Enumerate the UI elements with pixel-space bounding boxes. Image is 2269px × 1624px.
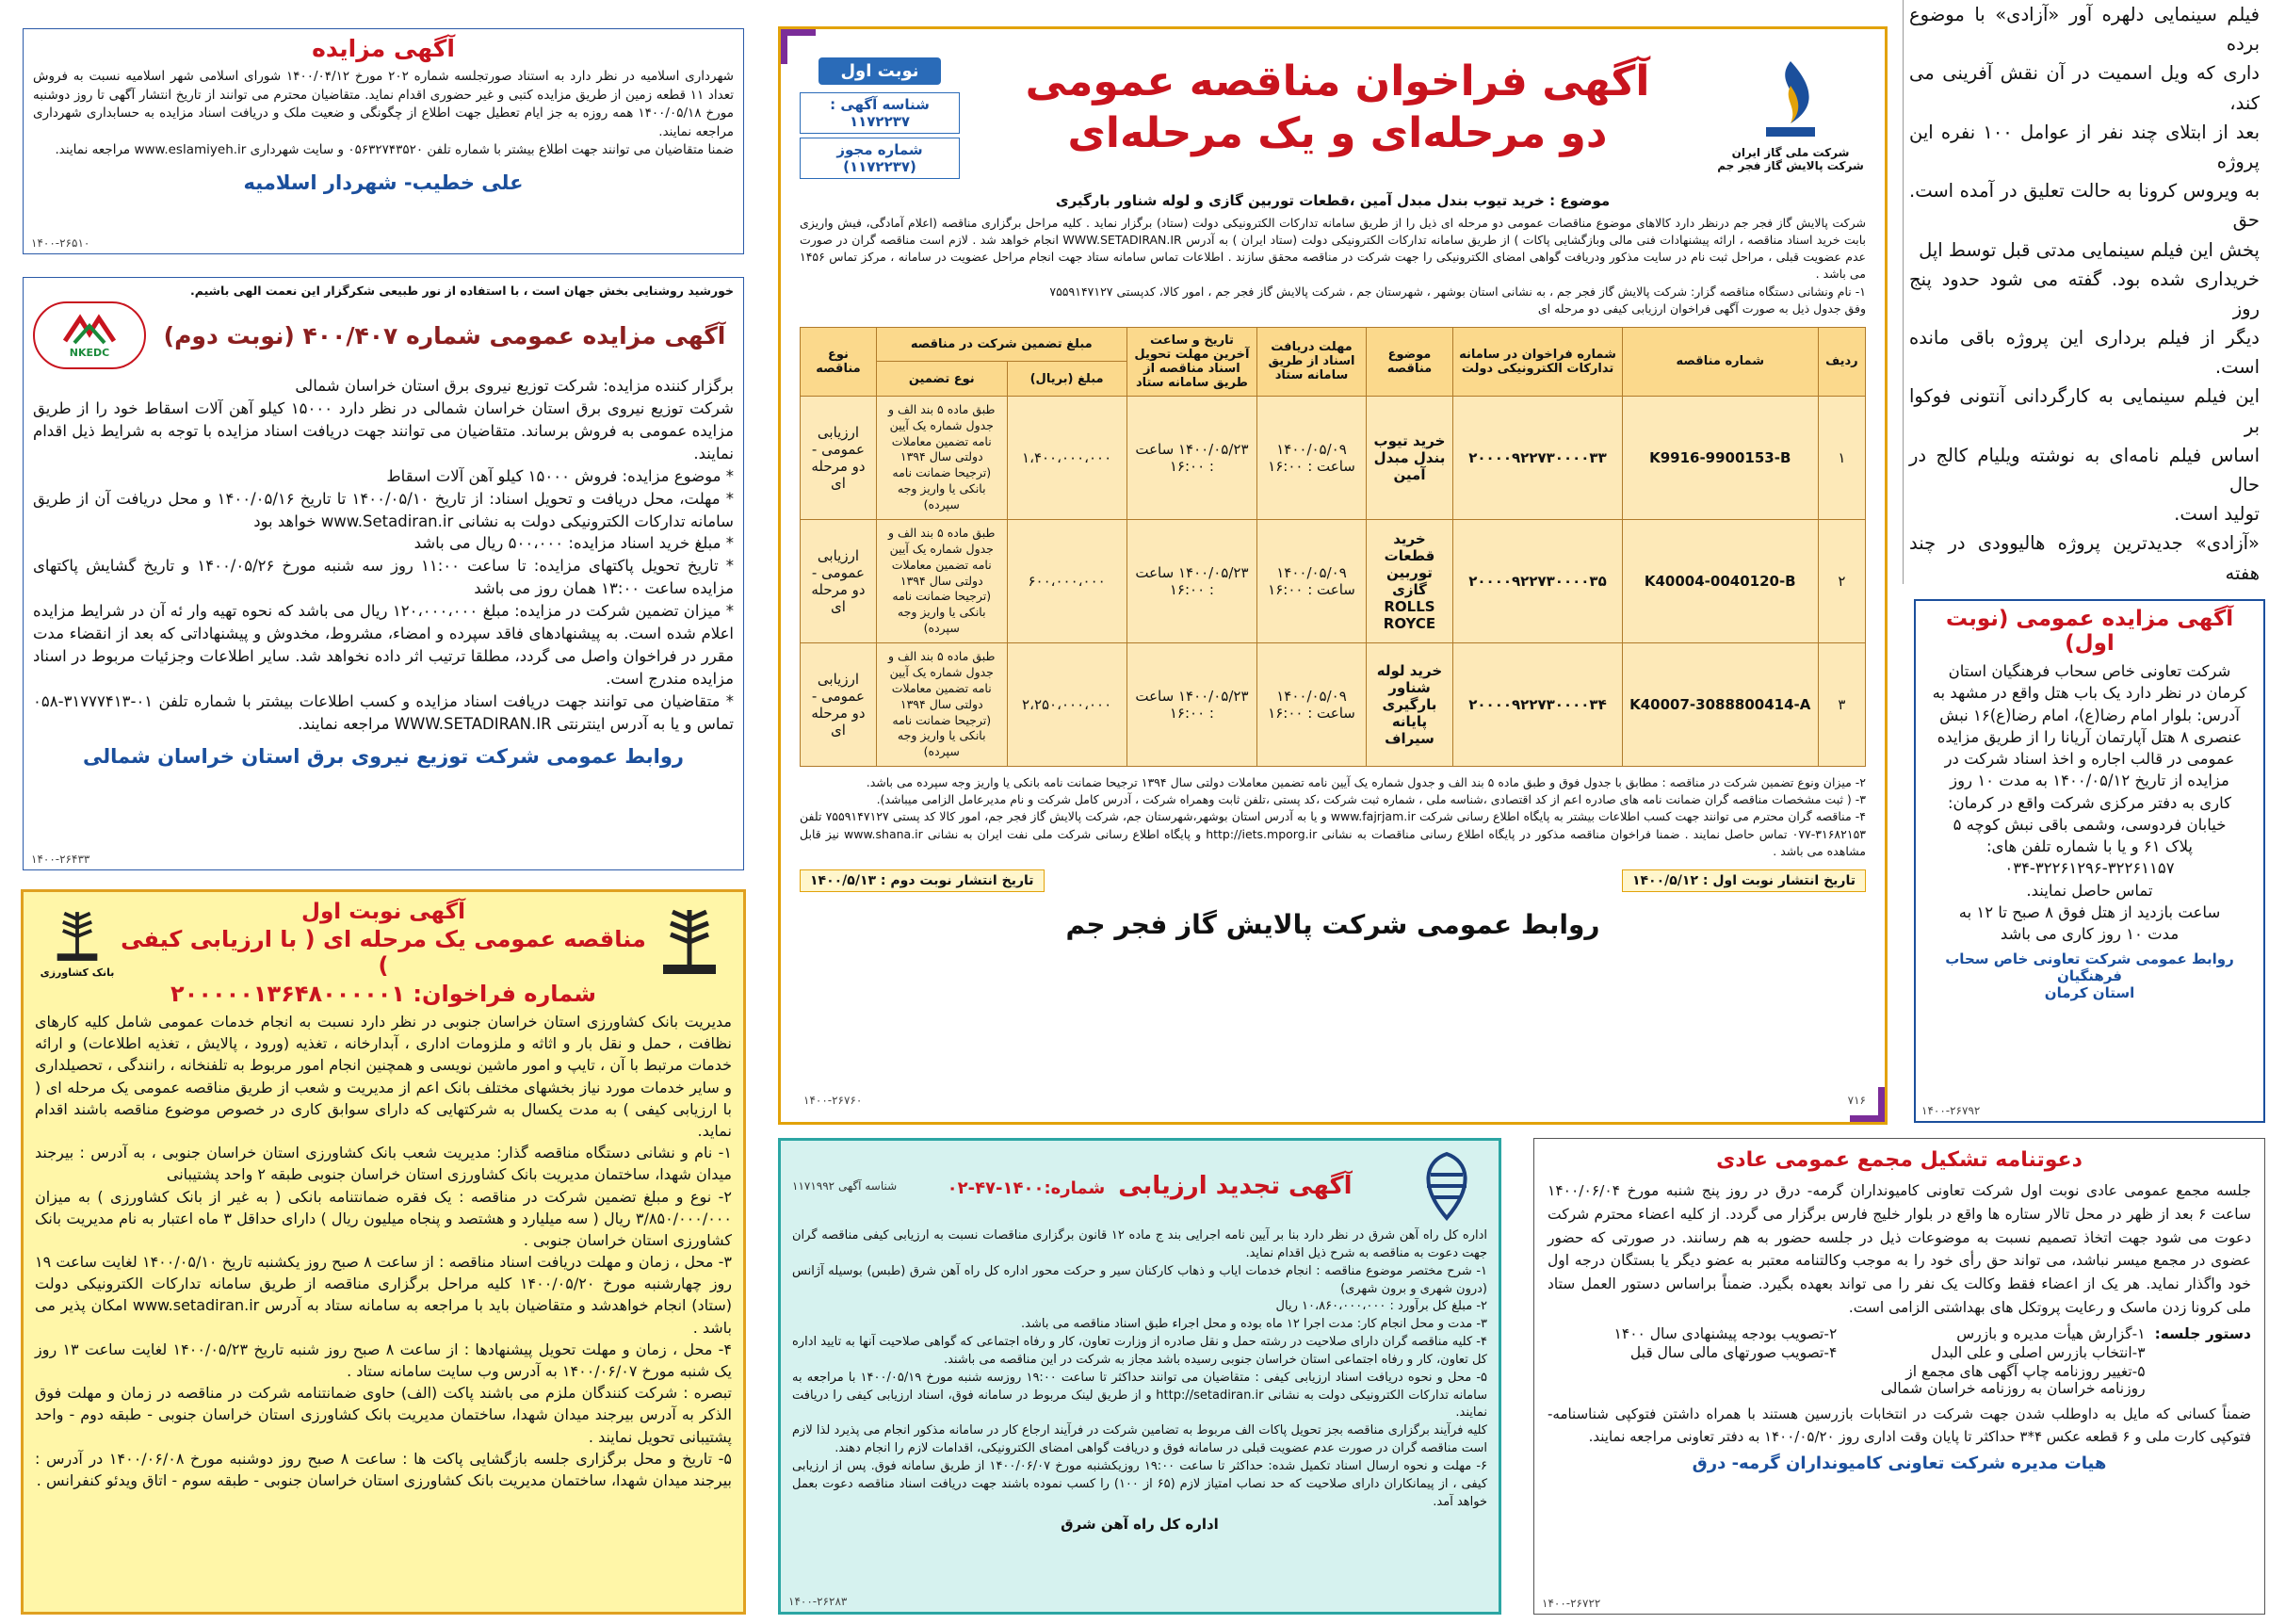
ad-body [792, 1227, 1487, 1512]
ad-paragraph: * مهلت، محل دریافت و تحویل اسناد: از تاریخ ۱۴۰۰/۰۵/۱۰ تا تاریخ ۱۴۰۰/۰۵/۱۶ و محل دریافت آن از طریق سامانه تدارکات الکترونیکی دولت به نشانی www.Setadiran.ir خواهد بود [33, 489, 734, 530]
ad-paragraph: * میزان تضمین شرکت در مزایده: مبلغ ۱۲۰،۰۰۰،۰۰۰ ریال می باشد که نحوه تهیه وار ئه آن در شرایط مزایده اعلام شده است. به پیشنهادهای فاقد سپرده و امضاء، مشروط، مخدوش و پیشنهاداتی که بعد از انقضاء مدت مقرر در فراخوان واصل می گردد، مطلقا ترتیب اثر داده نخواهد شد. سایر اطلاعات وجزئیات مربوط در اسناد مزایده مندرج است. [33, 602, 734, 688]
table-cell-type: ارزیابی عمومی - دو مرحله ای [801, 643, 877, 767]
story-line: بعد از ابتلای چند نفر از عوامل ۱۰۰ نفره این پروژه [1909, 121, 2261, 172]
table-subheader: نوع تضمین [876, 362, 1007, 397]
tender-table [800, 327, 1866, 767]
tender-line-1: ۱- نام ونشانی دستگاه مناقصه گزار: شرکت پالایش گاز فجر جم ، به نشانی استان بوشهر ، شهرستان جم ، شرکت پالایش گاز فجر جم ، امور کالا، کدپستی ۷۵۵۹۱۴۷۱۲۷ [1049, 284, 1866, 299]
story-line: اساس فیلم نامه‌ای به نوشته ویلیام کالج در حال [1909, 444, 2260, 495]
ad-paragraph: برگزار کننده مزایده: شرکت توزیع نیروی برق استان خراسان شمالی [295, 377, 734, 395]
ad-line: مزایده از تاریخ ۱۴۰۰/۰۵/۱۲ به مدت ۱۰ روز [1950, 771, 2229, 790]
ad-paragraph: ۵- محل و نحوه دریافت اسناد ارزیابی کیفی : متقاضیان می توانند حداکثر تا ساعت ۱۹:۰۰ روزسه شنبه مورخ ۱۴۰۰/۰۵/۱۹ با مراجعه به سامانه تدارکات الکترونیکی دولت به نشانی http://setadiran.ir و از طریق لینک مربوط در سامانه فوق، اسناد ارزیابی کیفی را دریافت نمایند. [792, 1370, 1487, 1421]
ad-line: شرکت تعاونی خاص سحاب فرهنگیان استان [1948, 662, 2231, 680]
nkedc-logo-icon [61, 313, 118, 347]
ad-bank-keshavarzi [21, 889, 746, 1615]
table-cell-code: K40007-3088800414-A [1622, 643, 1818, 767]
logo-line-2: شرکت پالایش گاز فجر جم [1717, 159, 1864, 172]
flame-logo-icon [1753, 57, 1828, 142]
story-line: «آزادی» جدیدترین پروژه هالیوودی در چند هفته [1909, 532, 2260, 584]
table-cell-farakhan: ۲۰۰۰۰۹۲۲۷۳۰۰۰۰۳۴ [1453, 643, 1623, 767]
ad-shenase: شناسه آگهی ۱۱۷۱۹۹۲ [792, 1179, 898, 1193]
ad-signature-2: استان کرمان [2044, 984, 2135, 1002]
ad-kerman-auction [1914, 599, 2265, 1123]
table-cell-n: ۲ [1818, 519, 1865, 642]
corner-decor [778, 26, 816, 64]
tender-note: ۴- مناقصه گران محترم می توانند جهت کسب اطلاعات بیشتر به پایگاه اطلاع رسانی شرکت www.fajrjam.ir و یا به آدرس استان بوشهر،شهرستان جم، شرکت پالایش گاز فجر جم، امور کالا کد پستی ۷۵۵۹۱۴۷۱۲۷ تلفن ۳۱۶۸۲۱۵۳-۰۷۷ تماس حاصل نمایند . ضمنا فراخوان مناقصه مذکور در پایگاه اطلاع رسانی مناقصات به نشانی http://iets.mporg.ir و پایگاه اطلاع رسانی شرکت ملی نفت ایران به نشانی www.shana.ir نیز قابل مشاهده می باشد . [800, 809, 1866, 858]
ad-body [1923, 661, 2256, 945]
table-cell-subject: خرید تیوب بندل مبدل آمین [1366, 396, 1452, 519]
table-cell-n: ۳ [1818, 643, 1865, 767]
table-cell-amount: ۲،۲۵۰،۰۰۰،۰۰۰ [1007, 643, 1126, 767]
ad-paragraph: ۴- محل ، زمان و مهلت تحویل پیشنهادها : از ساعت ۸ صبح روز شنبه تاریخ ۱۴۰۰/۰۵/۲۳ لغایت ساعت ۱۳ روز یک شنبه مورخ ۱۴۰۰/۰۶/۰۷ به آدرس وب سایت سامانه ستاد . [35, 1340, 733, 1380]
ad-paragraph: * متقاضیان می توانند جهت دریافت اسناد مزایده و کسب اطلاعات بیشتر با شماره تلفن ۰۱-۳۱۷۷۷۴۱۳-۰۵۸ تماس و یا به آدرس اینترنتی WWW.SETADIRAN.IR مراجعه نمایند. [33, 691, 734, 733]
ad-title: دعوتنامه تشکیل مجمع عمومی عادی [1716, 1148, 2083, 1172]
ad-page: ۷۱۶ [1847, 1094, 1866, 1107]
ad-line: کاری به دفتر مرکزی شرکت واقع در کرمان: [1947, 793, 2232, 812]
ad-paragraph: ۲- مبلغ کل برآورد : ۱۰،۸۶۰،۰۰۰،۰۰۰ ریال [1275, 1299, 1487, 1314]
table-cell-deadline: ۱۴۰۰/۰۵/۲۳ ساعت : ۱۶:۰۰ [1126, 396, 1257, 519]
ad-number: شماره فراخوان: ۲۰۰۰۰۰۱۳۶۴۸۰۰۰۰۰۱ [170, 981, 596, 1007]
ad-line: ساعت بازدید از هتل فوق ۸ صبح تا ۱۲ به [1958, 902, 2221, 921]
ad-title: آگهی مزایده عمومی (نوبت اول) [1945, 607, 2234, 656]
table-cell-guarantee: طبق ماده ۵ بند الف و جدول شماره یک آیین نامه تضمین معاملات دولتی سال ۱۳۹۴ (ترجیحا ضمانت نامه بانکی یا واریز وجه سپرده) [876, 643, 1007, 767]
ad-paragraph: کلیه فرآیند برگزاری مناقصه بجز تحویل پاکات الف مربوط به تضامین شرکت در فرآیند ارجاع کار در سامانه مذکور انجام می پذیرد لذا لازم است مناقصه گران در صورت عدم عضویت قبلی در سامانه فوق و دریافت گواهی امضای الکترونیکی، اقدامات لازم را انجام دهند. [792, 1423, 1487, 1456]
table-cell-type: ارزیابی عمومی - دو مرحله ای [801, 396, 877, 519]
table-cell-code: K40004-0040120-B [1622, 519, 1818, 642]
ad-body [33, 375, 734, 736]
agenda-item: ۴-تصویب صورتهای مالی سال قبل [1629, 1343, 1838, 1361]
ad-title-2: دو مرحله‌ای و یک مرحله‌ای [1067, 109, 1608, 157]
table-cell-amount: ۶۰۰،۰۰۰،۰۰۰ [1007, 519, 1126, 642]
agenda-list [1548, 1325, 2146, 1397]
table-header: مهلت دریافت اسناد از طریق سامانه ستاد [1257, 327, 1367, 396]
ad-paragraph: ۳- مدت و محل انجام کار: مدت اجرا ۱۲ ماه بوده و محل اجراء طبق اسناد مناقصه می باشد. [1021, 1317, 1487, 1332]
shenase-label: شناسه آگهی : ۱۱۷۲۲۳۷ [800, 92, 960, 134]
table-cell-subject: خرید قطعات توربین گازی ROLLS ROYCE [1366, 519, 1452, 642]
ad-signature: هیات مدیره شرکت تعاونی کامیونداران گرمه- درق [1692, 1453, 2107, 1473]
ad-top-line: خورشید روشنایی بخش جهان است ، با استفاده از نور طبیعی شکرگزار این نعمت الهی باشیم. [190, 284, 734, 298]
bank-logo-right [647, 900, 732, 984]
ad-title: آگهی تجدید ارزیابی [1118, 1172, 1353, 1200]
ad-paragraph: مدیریت بانک کشاورزی استان خراسان جنوبی در نظر دارد نسبت به انجام خدمات عمومی شامل کلیه کارهای نظافت ، حمل و نقل بار و اثاثه و ملزومات اداری ، آبدارخانه ، تغذیه (ورود ، پالایش ، تغذیه اطلاعات) و ارائه خدمات مرتبط با آن ، تایپ و امور ماشین نویسی و همچنین انجام امور مربوط به تلفنخانه ، رانندگی ، تحصیلداری و سایر خدمات مورد نیاز بخشهای مختلف بانک اعم از مدیریت و شعب از طریق مناقصه عمومی یک مرحله ای ( با ارزیابی کیفی ) به مدت یکسال به شرکتهایی که دارای سوابق کاری در خصوص موضوع مناقصه باشند اقدام نماید. [35, 1013, 732, 1140]
ad-line: عنصری ۸ هتل آپارتمان آریانا را از طریق مزایده [1937, 727, 2243, 746]
ad-paragraph: * موضوع مزایده: فروش ۱۵۰۰۰ کیلو آهن آلات اسقاط [386, 466, 734, 485]
table-header: نوع مناقصه [801, 327, 877, 396]
ad-khorasan-power [23, 277, 744, 870]
ad-body [35, 1011, 732, 1491]
story-line: داری که ویل اسمیت در آن نقش آفرینی می کند، [1909, 62, 2260, 114]
table-cell-receive: ۱۴۰۰/۰۵/۰۹ ساعت : ۱۶:۰۰ [1257, 396, 1367, 519]
table-header: ردیف [1818, 327, 1865, 396]
ad-signature: روابط عمومی شرکت توزیع نیروی برق استان خراسان شمالی [83, 744, 684, 768]
ad-dargaz-assembly [1533, 1138, 2265, 1615]
table-header: موضوع مناقصه [1366, 327, 1452, 396]
ad-line: کرمان در نظر دارد یک باب هتل واقع در مشهد به [1932, 684, 2247, 703]
ad-title: مناقصه عمومی یک مرحله ای ( با ارزیابی کیفی ) [121, 926, 646, 979]
ad-line: عمومی در قالب اجاره و اخذ اسناد شرکت در [1944, 750, 2235, 769]
table-cell-n: ۱ [1818, 396, 1865, 519]
logo-line-1: شرکت ملی گاز ایران [1731, 146, 1850, 159]
ad-code: ۱۴۰۰-۲۶۴۳۳ [31, 853, 90, 866]
tender-intro: شرکت پالایش گاز فجر جم درنظر دارد کالاهای موضوع مناقصات عمومی دو مرحله ای ذیل را از طریق سامانه تدارکات الکترونیکی دولت (ستاد) برگزار نماید . کلیه مراحل برگزاری مناقصه (اعلام آمادگی، فیش واریزی بابت خرید اسناد مناقصه ، ارائه پیشنهادات فنی مالی وبازگشایی پاکات ) از طریق سامانه تدارکات الکترونیکی دولت (ستاد ایران ) به آدرس WWW.SETADIRAN.IR انجام خواهد شد . لازم است مناقصه گران در صورت عدم عضویت قبلی ، مراحل ثبت نام در سایت مذکور ودریافت گواهی امضای الکترونیکی را جهت شرکت در مناقصه محقق سازند . اطلاعات تماس سامانه ستاد جهت انجام مراحل عضویت در سامانه ، مرکز تماس ۱۴۵۶ می باشد . [800, 216, 1866, 282]
table-header: مبلغ تضمین شرکت در مناقصه [876, 327, 1126, 362]
table-cell-deadline: ۱۴۰۰/۰۵/۲۳ ساعت : ۱۶:۰۰ [1126, 519, 1257, 642]
ad-paragraph: ۱- شرح مختصر موضوع مناقصه : انجام خدمات ایاب و ذهاب کارکنان سیر و حرکت محور اداره کل راه آهن شرق (طبس) بوسیله آژانس (درون شهری و برون شهری) [792, 1263, 1487, 1296]
ad-signature: روابط عمومی شرکت پالایش گاز فجر جم [1065, 908, 1600, 940]
table-cell-farakhan: ۲۰۰۰۰۹۲۲۷۳۰۰۰۰۳۳ [1453, 396, 1623, 519]
bank-logo-left [35, 900, 120, 984]
table-cell-code: K9916-9900153-B [1622, 396, 1818, 519]
story-line: خریداری شده بود. گفته می شود حدود پنج روز [1909, 268, 2260, 319]
ad-line: آدرس: بلوار امام رضا(ع)، امام رضا(ع)۱۶ نبش [1939, 706, 2240, 724]
ad-nobat: آگهی نوبت اول [301, 900, 465, 924]
ad-code: ۱۴۰۰-۲۶۷۶۰ [803, 1094, 863, 1107]
ad-paragraph: اداره کل راه آهن شرق در نظر دارد بنا بر آیین نامه اجرایی بند ج ماده ۱۲ قانون برگزاری مناقصات نسبت به ارزیابی کیفی مناقصه گران جهت دعوت به مناقصه به شرح ذیل اقدام نماید. [792, 1228, 1487, 1260]
ad-body: جلسه مجمع عمومی عادی نوبت اول شرکت تعاونی کامیونداران گرمه- درق در روز پنج شنبه مورخ ۱۴۰۰/۰۶/۰۴ ساعت ۶ بعد از ظهر در محل تالار ستاره ها واقع در بلوار خلیج فارس برگزار می گردد. از کلیه اعضاء محترم شرکت دعوت می شود جهت اتخاذ تصمیم نسبت به موضوعات ذیل در جلسه حضور به هم رسانند. در صورتی که حضور عضوی در مجمع میسر نباشد، می تواند حق رأی خود را به موجب وکالتنامه معتبر به عضو دیگر یا بستگان درجه اول خود واگذار نماید. هر یک از اعضاء فقط وکالت یک نفر را می تواند بعهده بگیرد. ضمناً براساس دستور العمل ستاد ملی کرونا زدن ماسک و رعایت پروتکل های بهداشتی الزامی است. [1548, 1182, 2251, 1316]
publish-date-1: تاریخ انتشار نوبت اول : ۱۴۰۰/۵/۱۲ [1622, 869, 1866, 892]
story-line: تولید است. [2174, 503, 2260, 526]
tender-subject: موضوع : خرید تیوب بندل مبدل آمین ،قطعات توربین گازی و لوله شناور بارگیری [1055, 192, 1611, 209]
table-cell-subject: خرید لوله شناور بارگیری پایانه سیراف [1366, 643, 1452, 767]
agenda-label: دستور جلسه: [2154, 1324, 2251, 1342]
ad-paragraph: ۴- کلیه مناقصه گران دارای صلاحیت در رشته حمل و نقل صادره از وزارت تعاون، کار و رفاه اجتماعی که گواهی صلاحیت آنها به تایید اداره کل تعاون، کار و رفاه اجتماعی استان خراسان جنوبی رسیده باشد مجاز به شرکت در این مناقصه می باشند. [792, 1335, 1487, 1367]
ad-fajr-jam-tender [778, 26, 1888, 1125]
ad-signature: اداره کل راه آهن شرق [1061, 1515, 1219, 1533]
ad-paragraph: ۱- نام و نشانی دستگاه مناقصه گذار: مدیریت شعب بانک کشاورزی استان خراسان جنوبی ، به آدرس : بیرجند میدان شهدا، ساختمان مدیریت بانک کشاورزی استان خراسان جنوبی طبقه ۲ واحد پشتیبانی [35, 1144, 732, 1184]
ad-paragraph: ۵- تاریخ و محل برگزاری جلسه بازگشایی پاکت ها : ساعت ۸ صبح روز دوشنبه مورخ ۱۴۰۰/۰۶/۰۸ در آدرس : بیرجند میدان شهدا، ساختمان مدیریت بانک کشاورزی استان خراسان جنوبی - طبقه سوم - اتاق ویدئو کنفرانس . [35, 1449, 733, 1489]
ad-line: مدت ۱۰ روز کاری می باشد [2000, 925, 2180, 944]
news-story-column [1903, 0, 2265, 584]
table-header: تاریخ و ساعت آخرین مهلت تحویل اسناد مناقصه از طریق سامانه ستاد [1126, 327, 1257, 396]
table-row [801, 396, 1866, 519]
ad-signature: علی خطیب- شهردار اسلامیه [243, 171, 524, 194]
table-cell-receive: ۱۴۰۰/۰۵/۰۹ ساعت : ۱۶:۰۰ [1257, 643, 1367, 767]
agenda-item: ۵-تغییر روزنامه چاپ آگهی های مجمع از روزنامه خراسان به روزنامه خراسان شمالی [1880, 1362, 2146, 1397]
nigc-logo [1715, 57, 1866, 172]
ad-paragraph: * مبلغ خرید اسناد مزایده: ۵۰۰،۰۰۰ ریال می باشد [413, 534, 734, 553]
ad-code: ۱۴۰۰-۲۶۷۲۲ [1542, 1597, 1601, 1610]
tender-note: ۲- میزان ونوع تضمین شرکت در مناقصه : مطابق با جدول فوق و طبق ماده ۵ بند الف و جدول شماره یک آیین نامه تضمین معاملات دولتی سال ۱۳۹۴ ترجیحا ضمانت نامه بانکی یا واریز وجه سپرده می باشد. [866, 775, 1866, 790]
rail-logo [1402, 1148, 1487, 1224]
ad-paragraph: ۲- نوع و مبلغ تضمین شرکت در مناقصه : یک فقره ضمانتنامه بانکی ( به غیر از بانک کشاورزی ) به میزان ۳/۸۵۰/۰۰۰/۰۰۰ ریال ( سه میلیارد و هشتصد و پنجاه میلیون ریال ) دارای حداقل ۳ ماه اعتبار به نام مدیریت بانک کشاورزی استان خراسان جنوبی . [35, 1187, 733, 1249]
ad-title: آگهی مزایده عمومی شماره ۴۰۰/۴۰۷ (نوبت دوم) [163, 321, 726, 349]
ad-line: ۰۳۴-۳۲۲۶۱۲۹۶-۳۲۲۶۱۱۵۷ [2004, 859, 2175, 878]
agenda-item: ۲-تصویب بودجه پیشنهادی سال ۱۴۰۰ [1613, 1324, 1838, 1342]
agenda-item: ۱-گزارش هیأت مدیره و بازرس [1956, 1324, 2146, 1342]
ad-paragraph: تبصره : شرکت کنندگان ملزم می باشند پاکت (الف) حاوی ضمانتنامه شرکت در مناقصه در زمان و مهلت فوق الذکر به آدرس بیرجند میدان شهدا، ساختمان مدیریت بانک کشاورزی استان خراسان جنوبی - طبقه دوم - واحد پشتیبانی تحویل نمایند . [35, 1384, 732, 1446]
table-cell-amount: ۱،۴۰۰،۰۰۰،۰۰۰ [1007, 396, 1126, 519]
table-cell-guarantee: طبق ماده ۵ بند الف و جدول شماره یک آیین نامه تضمین معاملات دولتی سال ۱۳۹۴ (ترجیحا ضمانت نامه بانکی یا واریز وجه سپرده) [876, 519, 1007, 642]
tender-line-2: وفق جدول ذیل به صورت آگهی فراخوان ارزیابی کیفی دو مرحله ای [1537, 300, 1866, 316]
ad-title: آگهی فراخوان مناقصه عمومی [1025, 57, 1650, 106]
table-row [801, 643, 1866, 767]
ad-railway-reassessment [778, 1138, 1501, 1615]
mojavez-label: شماره مجوز (۱۱۷۲۲۳۷) [800, 138, 960, 179]
tender-note: ۳- ( ثبت مشخصات مناقصه گران ضمانت نامه های صادره اعم از کد اقتصادی ،شناسه ملی ، شماره ثبت شرکت ،کد پستی ،تلفن ثابت وهمراه شرکت ، آدرس کامل شرکت و نام مدیرعامل الزامی میباشد). [876, 792, 1866, 807]
ad-code: ۱۴۰۰-۲۶۵۱۰ [31, 236, 90, 250]
ad-title: آگهی مزایده [312, 35, 455, 62]
ad-code: ۱۴۰۰-۲۶۲۸۳ [788, 1595, 848, 1608]
ad-code: ۱۴۰۰-۲۶۷۹۲ [1921, 1104, 1981, 1117]
story-line: دیگر از فیلم برداری این پروژه باقی مانده است. [1909, 327, 2260, 379]
ad-paragraph: * تاریخ تحویل پاکتهای مزایده: تا ساعت ۱۱:۰۰ روز سه شنبه مورخ ۱۴۰۰/۰۵/۲۶ و تاریخ گشایش پاکتهای مزایده ساعت ۱۳:۰۰ همان روز می باشد [33, 557, 734, 598]
ad-number: شماره:۱۴۰۰-۴۷-۰۲ [947, 1178, 1106, 1198]
table-cell-farakhan: ۲۰۰۰۰۹۲۲۷۳۰۰۰۰۳۵ [1453, 519, 1623, 642]
ad-paragraph: شرکت توزیع نیروی برق استان خراسان شمالی در نظر دارد ۱۵۰۰۰ کیلو آهن آلات اسقاط خود را از طریق مزایده عمومی به فروش برساند. متقاضیان می توانند جهت دریافت اسناد مزایده با توجه به شرایط ذیل اقدام نمایند. [33, 398, 734, 463]
ad-note: ضمنا متقاضیان می توانند جهت اطلاع بیشتر با شماره تلفن ۰۵۶۳۲۷۴۳۵۲۰ و سایت شهرداری www.eslamiyeh.ir مراجعه نمایند. [55, 142, 734, 158]
nobat-badge: نوبت اول [818, 57, 941, 85]
table-cell-deadline: ۱۴۰۰/۰۵/۲۳ ساعت : ۱۶:۰۰ [1126, 643, 1257, 767]
table-header: شماره مناقصه [1622, 327, 1818, 396]
bank-logo-text: بانک کشاورزی [40, 966, 115, 979]
story-line: پخش این فیلم سینمایی مدتی قبل توسط اپل [1919, 238, 2260, 261]
story-text [1909, 0, 2260, 584]
story-line: فیلم سینمایی دلهره آور «آزادی» با موضوع برده [1909, 4, 2260, 56]
table-subheader: مبلغ (بریال) [1007, 362, 1126, 397]
table-row [801, 519, 1866, 642]
table-cell-guarantee: طبق ماده ۵ بند الف و جدول شماره یک آیین نامه تضمین معاملات دولتی سال ۱۳۹۴ (ترجیحا ضمانت نامه بانکی یا واریز وجه سپرده) [876, 396, 1007, 519]
ad-paragraph: ۳- محل ، زمان و مهلت دریافت اسناد مناقصه : از ساعت ۸ صبح روز یکشنبه تاریخ ۱۴۰۰/۰۵/۱۰ لغایت ساعت ۱۹ روز چهارشنبه مورخ ۱۴۰۰/۰۵/۲۰ کلیه مراحل برگزاری مناقصه از طریق سامانه تدارکات الکترونیکی دولت (ستاد) انجام خواهدشد و متقاضیان باید با مراجعه به سامانه ستاد به آدرس www.setadiran.ir امکان پذیر می باشد . [35, 1253, 733, 1337]
table-header: شماره فراخوان در سامانه تدارکات الکترونیکی دولت [1453, 327, 1623, 396]
ad-line: تماس حاصل نمایند. [2026, 881, 2153, 900]
ad-body: شهرداری اسلامیه در نظر دارد به استناد صورتجلسه شماره ۲۰۲ مورخ ۱۴۰۰/۰۴/۱۲ شورای اسلامی شهر اسلامیه نسبت به فروش تعداد ۱۱ قطعه زمین از طریق مزایده کتبی و غیر حضوری اقدام نماید. متقاضیان محترم می توانند از تاریخ انتشار آگهی تا روز دوشنبه مورخ ۱۴۰۰/۰۵/۱۸ همه روزه به جز ایام تعطیل جهت اطلاع از چگونگی و ضعیت ملک و دریافت اسناد مزایده به حسابداری شهرداری مراجعه نمایند. [33, 69, 734, 139]
story-line: این فیلم سینمایی به کارگردانی آنتونی فوکوا بر [1909, 385, 2260, 437]
nkedc-logo [33, 301, 146, 369]
agenda-item: ۳-انتخاب بازرس اصلی و علی البدل [1931, 1343, 2146, 1361]
ad-line: پلاک ۶۱ و یا با شماره تلفن های: [1985, 837, 2194, 856]
wheat-logo-icon [650, 902, 729, 982]
nkedc-logo-text: NKEDC [69, 346, 110, 359]
story-line: به ویروس کرونا به حالت تعلیق در آمده است. حق [1909, 180, 2260, 232]
wheat-logo-icon [44, 906, 110, 966]
ad-islamiyeh-auction [23, 28, 744, 254]
ad-signature: روابط عمومی شرکت تعاونی خاص سحاب فرهنگیان [1945, 950, 2234, 985]
ad-paragraph: ۶- مهلت و نحوه ارسال اسناد تکمیل شده: حداکثر تا ساعت ۱۹:۰۰ روزیکشنبه مورخ ۱۴۰۰/۰۶/۰۷ از طریق سامانه فوق. پس از ارزیابی کیفی ، از پیمانکاران دارای صلاحیت که حد نصاب امتیاز لازم (۶۵ از ۱۰۰) را کسب نموده باشند جهت دریافت اسناد مناقصه دعوت بعمل خواهد آمد. [792, 1458, 1488, 1509]
ad-foot: ضمناً کسانی که مایل به داوطلب شدن جهت شرکت در انتخابات بازرسین هستند با همراه داشتن فتوکپی شناسنامه- فتوکپی کارت ملی و ۶ قطعه عکس ۴*۳ حداکثر تا پایان وقت اداری روز ۱۴۰۰/۰۵/۲۰ به دفتر تعاونی مراجعه نمایند. [1548, 1405, 2251, 1445]
rail-logo-icon [1406, 1148, 1487, 1224]
ad-line: خیابان فردوسی، وشمی باقی نبش کوچه ۵ [1953, 815, 2227, 834]
table-cell-type: ارزیابی عمومی - دو مرحله ای [801, 519, 877, 642]
publish-date-2: تاریخ انتشار نوبت دوم : ۱۴۰۰/۵/۱۳ [800, 869, 1045, 892]
table-cell-receive: ۱۴۰۰/۰۵/۰۹ ساعت : ۱۶:۰۰ [1257, 519, 1367, 642]
tender-notes [800, 774, 1866, 860]
